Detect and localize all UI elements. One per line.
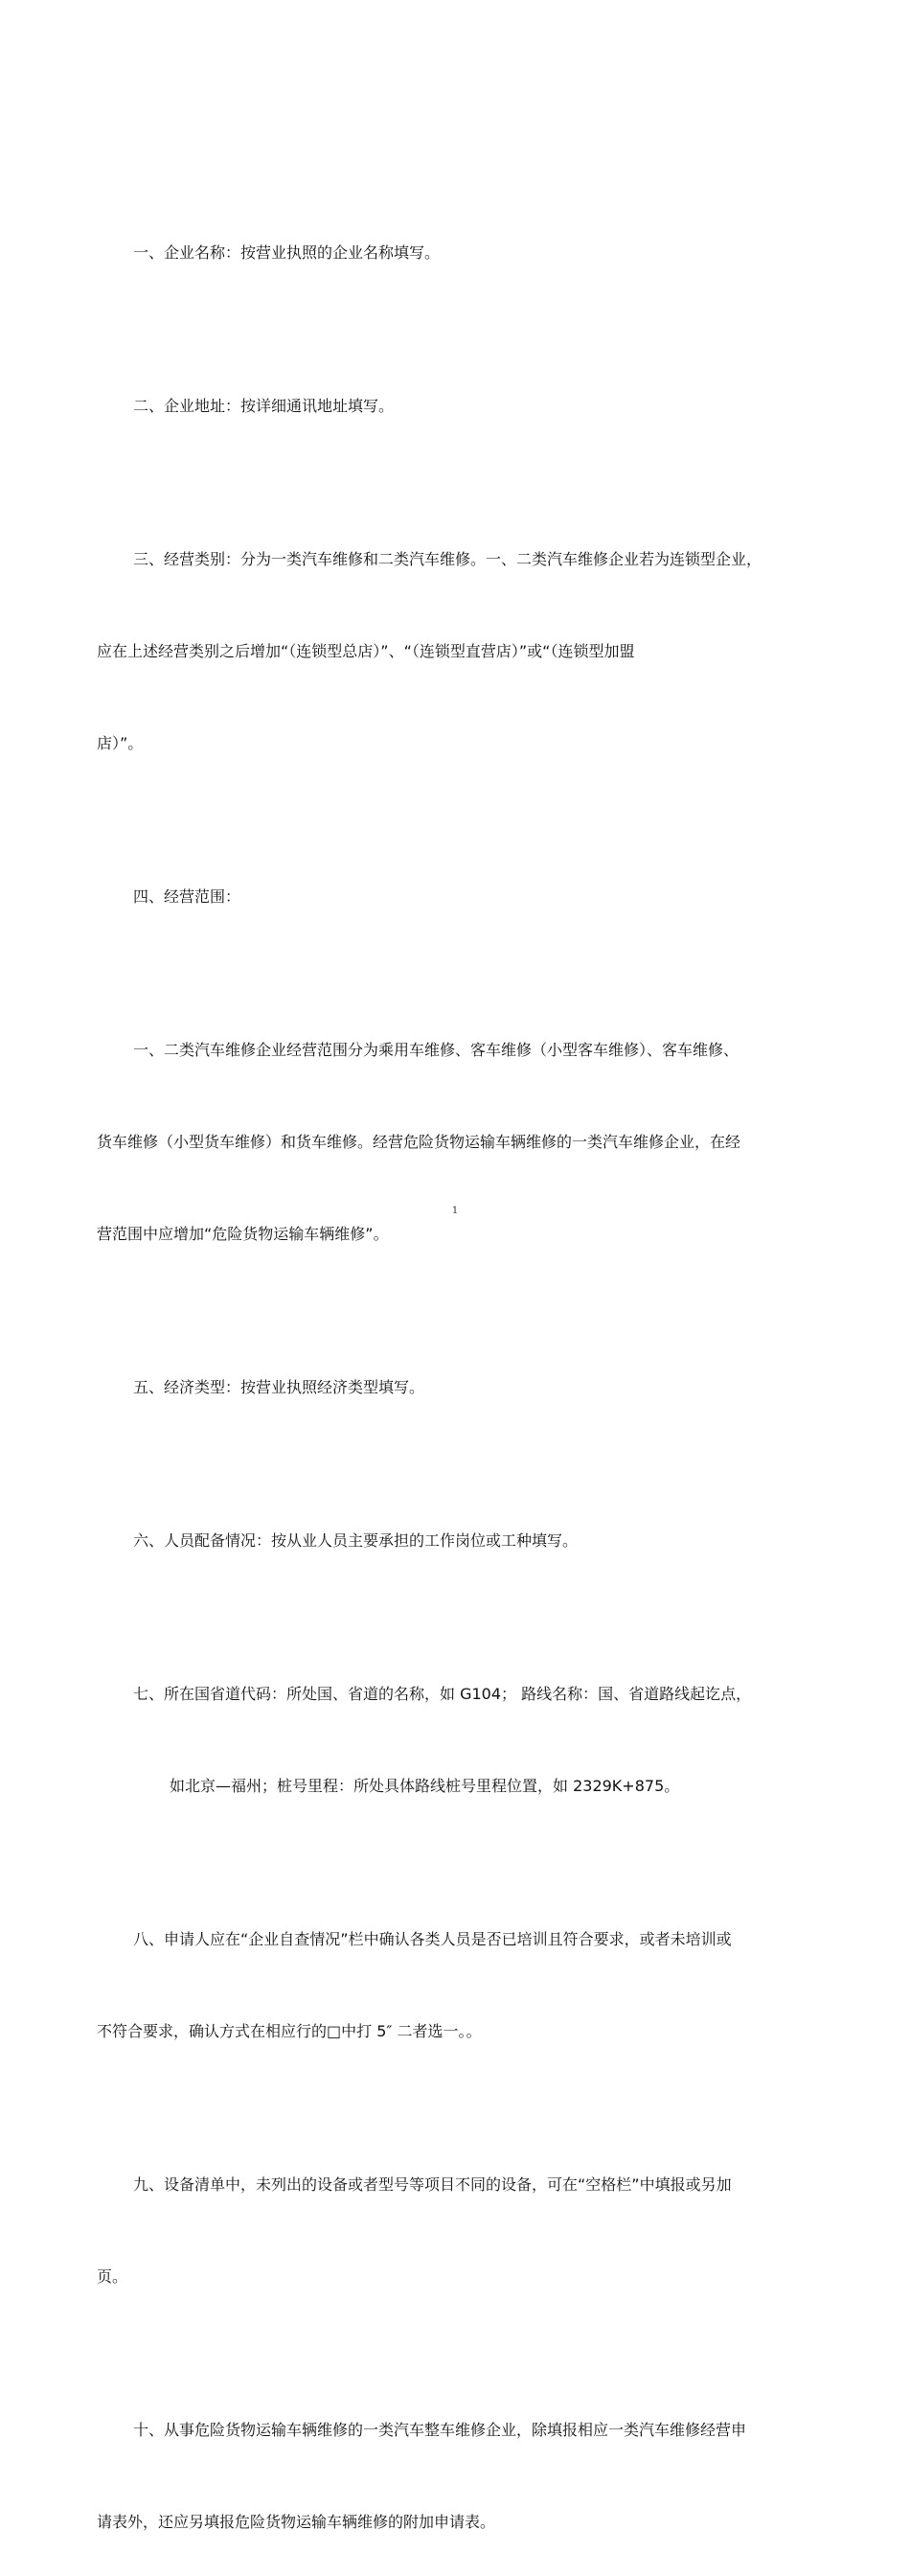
item-3-line-3: 店）”。 bbox=[97, 734, 144, 752]
item-8-line-1: 八、申请人应在“企业自查情况”栏中确认各类人员是否已培训且符合要求，或者未培训或 bbox=[133, 1930, 732, 1948]
item-4-text: 四、经营范围： bbox=[133, 887, 241, 906]
item-5-economic-type bbox=[97, 1311, 834, 1464]
item-9-line-2: 页。 bbox=[97, 2267, 128, 2286]
item-9-equipment-list bbox=[97, 2108, 834, 2354]
scope-detail-line-1: 一、二类汽车维修企业经营范围分为乘用车维修、客车维修（小型客车维修）、客车维修、 bbox=[133, 1041, 739, 1059]
item-3-line-1: 三、经营类别：分为一类汽车维修和二类汽车维修。一、二类汽车维修企业若为连锁型企业， bbox=[133, 550, 762, 568]
item-2-company-address bbox=[97, 330, 834, 483]
scope-detail-line-3: 营范围中应增加“危险货物运输车辆维修”。 bbox=[97, 1225, 389, 1243]
item-3-business-category bbox=[97, 483, 834, 820]
item-9-line-1: 九、设备清单中，未列出的设备或者型号等项目不同的设备，可在“空格栏”中填报或另加 bbox=[133, 2175, 732, 2194]
item-7-line-2: 如北京—福州；桩号里程：所处具体路线桩号里程位置，如 2329K+875。 bbox=[170, 1777, 680, 1795]
item-4-business-scope bbox=[97, 820, 834, 974]
scope-detail-line-2: 货车维修（小型货车维修）和货车维修。经营危险货物运输车辆维修的一类汽车维修企业，在经 bbox=[97, 1133, 741, 1151]
item-1-text: 一、企业名称：按营业执照的企业名称填写。 bbox=[133, 243, 441, 262]
item-6-staffing bbox=[97, 1464, 834, 1618]
item-1-company-name bbox=[97, 176, 834, 330]
item-4-scope-detail bbox=[97, 974, 834, 1311]
item-7-line-1: 七、所在国省道代码：所处国、省道的名称，如 G104； 路线名称：国、省道路线起讫点， bbox=[133, 1685, 752, 1703]
item-8-self-check bbox=[97, 1863, 834, 2108]
item-10-line-1: 十、从事危险货物运输车辆维修的一类汽车整车维修企业，除填报相应一类汽车维修经营申 bbox=[133, 2421, 747, 2439]
item-7-road-code bbox=[97, 1618, 834, 1863]
instructions-body bbox=[97, 176, 834, 2576]
item-8-line-2: 不符合要求，确认方式在相应行的□中打 5″ 二者选一。。 bbox=[97, 2022, 482, 2040]
item-10-hazardous-goods bbox=[97, 2354, 834, 2576]
item-6-text: 六、人员配备情况：按从业人员主要承担的工作岗位或工种填写。 bbox=[133, 1531, 579, 1550]
item-10-line-2: 请表外，还应另填报危险货物运输车辆维修的附加申请表。 bbox=[97, 2513, 496, 2531]
page-number: 1 bbox=[451, 1206, 459, 1216]
item-3-line-2: 应在上述经营类别之后增加“（连锁型总店）”、“（连锁型直营店）”或“（连锁型加盟 bbox=[97, 642, 635, 660]
item-2-text: 二、企业地址：按详细通讯地址填写。 bbox=[133, 397, 395, 415]
item-5-text: 五、经济类型：按营业执照经济类型填写。 bbox=[133, 1378, 425, 1396]
